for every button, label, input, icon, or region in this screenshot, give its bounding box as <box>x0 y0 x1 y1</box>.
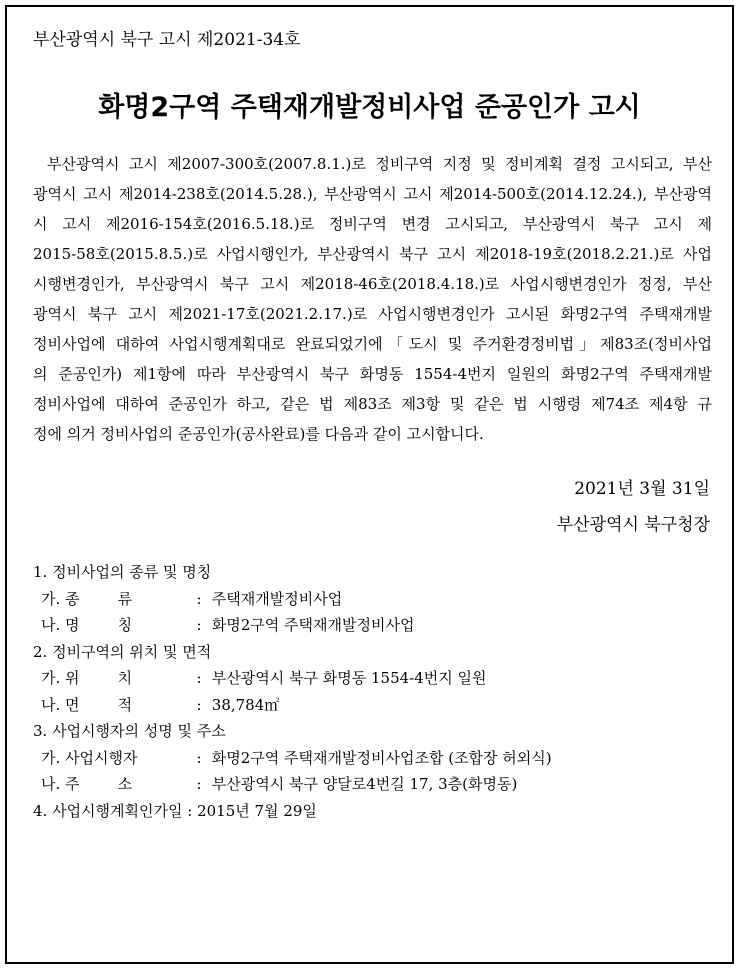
body-line: 부산광역시 고시 제2007-300호(2007.8.1.)로 정비구역 지정 및 정비계획 결정 고시되고, 부산 <box>47 155 712 173</box>
section-heading: 2. 정비구역의 위치 및 면적 <box>33 642 212 661</box>
detail-separator: : <box>196 748 202 767</box>
notice-document <box>5 5 734 964</box>
detail-label: 가. 사업시행자 <box>41 748 138 767</box>
body-line: 정비사업에 대하여 준공인가 하고, 같은 법 제83조 제3항 및 같은 법 시행령 제74조 제4항 규 <box>33 395 712 413</box>
detail-row <box>33 771 713 798</box>
notice-title: 화명2구역 주택재개발정비사업 준공인가 고시 <box>98 92 641 123</box>
body-line: 시행변경인가, 부산광역시 북구 고시 제2018-46호(2018.4.18.)로 사업시행변경인가 정정, 부산 <box>33 275 712 293</box>
body-line: 광역시 북구 고시 제2021-17호(2021.2.17.)로 사업시행변경인가 고시된 화명2구역 주택재개발 <box>33 305 712 323</box>
detail-row <box>33 665 713 692</box>
body-line: 의 준공인가) 제1항에 따라 부산광역시 북구 화명동 1554-4번지 일원의 화명2구역 주택재개발 <box>33 365 712 383</box>
notice-date: 2021년 3월 31일 <box>574 479 710 499</box>
detail-value: 부산광역시 북구 양달로4번길 17, 3층(화명동) <box>211 775 518 793</box>
section-heading: 1. 정비사업의 종류 및 명칭 <box>33 563 212 581</box>
detail-separator: : <box>196 616 202 634</box>
detail-label: 나. 면 적 <box>41 695 133 714</box>
detail-row <box>33 745 713 772</box>
body-line: 시 고시 제2016-154호(2016.5.18.)로 정비구역 변경 고시되고, 부산광역시 북구 고시 제 <box>33 215 712 233</box>
section-heading: 3. 사업시행자의 성명 및 주소 <box>33 722 226 740</box>
detail-row <box>33 692 713 719</box>
detail-label: 나. 명 칭 <box>41 616 133 634</box>
detail-row <box>33 612 713 639</box>
detail-separator: : <box>196 775 202 793</box>
detail-separator: : <box>196 695 202 714</box>
detail-separator: : <box>196 589 202 608</box>
detail-value: 화명2구역 주택재개발정비사업 <box>211 616 415 634</box>
section-heading: 4. 사업시행계획인가일 : 2015년 7월 29일 <box>33 801 317 820</box>
issuing-agency: 부산광역시 북구청장 <box>556 515 710 535</box>
detail-value: 화명2구역 주택재개발정비사업조합 (조합장 허외식) <box>211 748 552 767</box>
notice-body <box>33 149 712 449</box>
body-line: 광역시 고시 제2014-238호(2014.5.28.), 부산광역시 고시 제2014-500호(2014.12.24.), 부산광역 <box>33 185 712 203</box>
detail-label: 가. 종 류 <box>41 589 133 608</box>
notice-number: 부산광역시 북구 고시 제2021-34호 <box>33 30 301 50</box>
detail-row <box>33 586 713 613</box>
body-line: 정비사업에 대하여 사업시행계획대로 완료되었기에「도시 및 주거환경정비법」제83조(정비사업 <box>33 335 712 353</box>
notice-details <box>33 559 713 824</box>
detail-separator: : <box>196 669 202 687</box>
detail-value: 38,784㎡ <box>211 695 280 714</box>
detail-value: 부산광역시 북구 화명동 1554-4번지 일원 <box>211 669 487 687</box>
detail-label: 가. 위 치 <box>41 669 133 687</box>
body-line: 정에 의거 정비사업의 준공인가(공사완료)를 다음과 같이 고시합니다. <box>33 425 484 443</box>
detail-value: 주택재개발정비사업 <box>211 589 343 608</box>
detail-label: 나. 주 소 <box>41 775 133 793</box>
body-line: 2015-58호(2015.8.5.)로 사업시행인가, 부산광역시 북구 고시 제2018-19호(2018.2.21.)로 사업 <box>33 245 712 263</box>
